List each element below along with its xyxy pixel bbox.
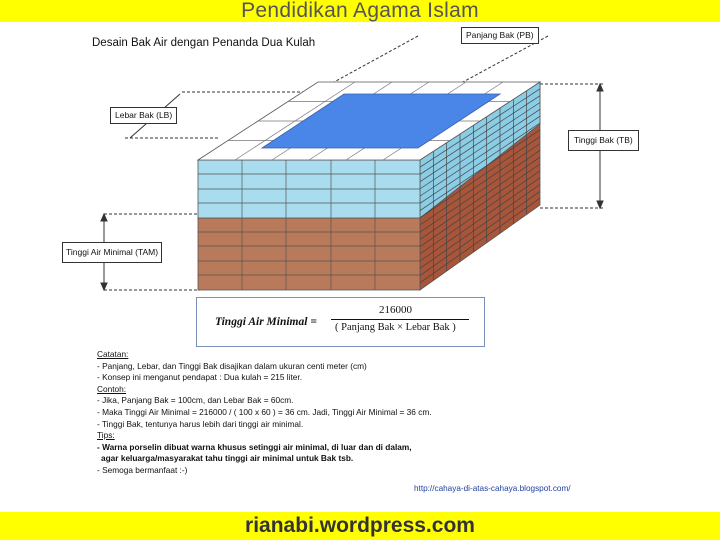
catatan-line: - Panjang, Lebar, dan Tinggi Bak disajikan dalam ukuran centi meter (cm) — [97, 360, 367, 371]
tips-line: - Semoga bermanfaat :-) — [97, 464, 188, 475]
panjang-bak-label: Panjang Bak (PB) — [461, 27, 539, 44]
contoh-line: - Maka Tinggi Air Minimal = 216000 / ( 100 x 60 ) = 36 cm. Jadi, Tinggi Air Minimal = 36 cm. — [97, 406, 432, 417]
formula-denominator: ( Panjang Bak × Lebar Bak ) — [335, 322, 456, 333]
box-front-brick — [198, 218, 420, 290]
contoh-line: - Jika, Panjang Bak = 100cm, dan Lebar Bak = 60cm. — [97, 395, 294, 406]
tam-arrow-head-bottom — [101, 283, 107, 290]
bottom-footer-bar — [0, 512, 720, 540]
formula-numerator: 216000 — [379, 304, 412, 316]
formula-fraction-line — [331, 319, 469, 320]
formula-box — [196, 297, 485, 347]
tinggi-air-minimal-label: Tinggi Air Minimal (TAM) — [62, 242, 162, 263]
notes-section — [97, 349, 537, 477]
tips-heading: Tips: — [97, 430, 115, 441]
catatan-line: - Konsep ini menganut pendapat : Dua kulah = 215 liter. — [97, 372, 303, 383]
footer-site[interactable]: rianabi.wordpress.com — [245, 514, 475, 537]
contoh-line: - Tinggi Bak, tentunya harus lebih dari tinggi air minimal. — [97, 418, 304, 429]
formula-label: Tinggi Air Minimal = — [215, 316, 317, 328]
tinggi-arrow-head-bottom — [597, 201, 603, 208]
contoh-heading: Contoh: — [97, 383, 127, 394]
lebar-bak-label: Lebar Bak (LB) — [110, 107, 177, 124]
tinggi-bak-label: Tinggi Bak (TB) — [568, 130, 639, 151]
tinggi-arrow-head-top — [597, 84, 603, 91]
slide-title: Pendidikan Agama Islam — [241, 0, 479, 22]
blog-url[interactable]: http://cahaya-di-atas-cahaya.blogspot.com/ — [414, 484, 571, 493]
diagram-title: Desain Bak Air dengan Penanda Dua Kulah — [92, 37, 316, 49]
tips-line: agar keluarga/masyarakat tahu tinggi air minimal untuk Bak tsb. — [101, 453, 354, 464]
tam-arrow-head-top — [101, 214, 107, 221]
tips-line: - Warna porselin dibuat warna khusus setinggi air minimal, di luar dan di dalam, — [97, 441, 412, 452]
catatan-heading: Catatan: — [97, 349, 129, 359]
